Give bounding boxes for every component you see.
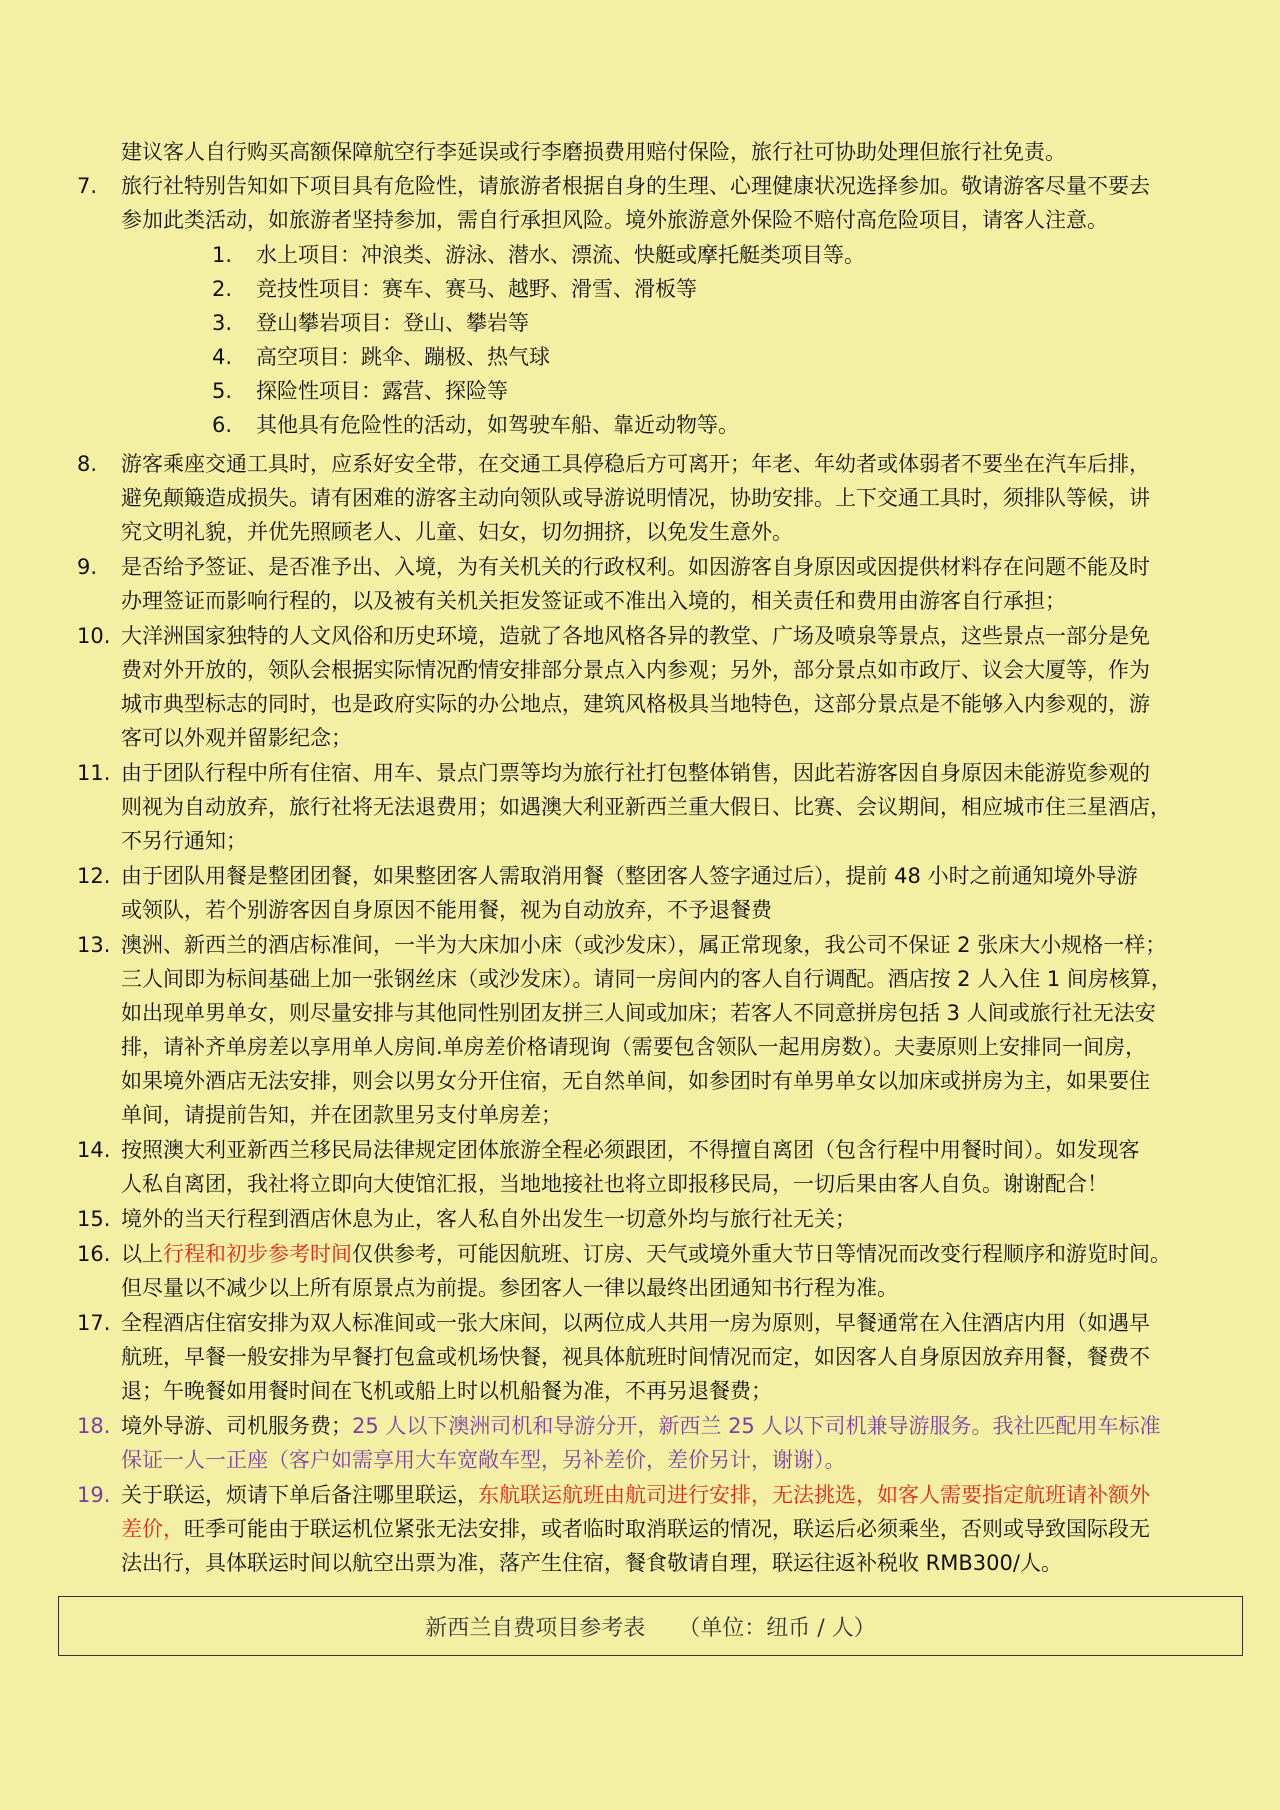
sub-item-4: 高空项目：跳伞、蹦极、热气球 [256, 345, 550, 369]
item-7-line-1: 旅行社特别告知如下项目具有危险性，请旅游者根据自身的生理、心理健康状况选择参加。敬请游客尽量不要去 [121, 174, 1150, 198]
item-19-text: 旺季可能由于联运机位紧张无法安排，或者临时取消联运的情况，联运后必须乘坐，否则或导致国际段无 [184, 1517, 1150, 1541]
item-17-line-1: 全程酒店住宿安排为双人标准间或一张大床间，以两位成人共用一房为原则，早餐通常在入住酒店内用（如遇早 [121, 1311, 1150, 1335]
item-number: 16. [77, 1242, 111, 1266]
item-19-line-3: 法出行，具体联运时间以航空出票为准，落产生住宿，餐食敬请自理，联运往返补税收 RMB300/人。 [121, 1551, 1062, 1575]
item-12-line-1: 由于团队用餐是整团团餐，如果整团客人需取消用餐（整团客人签字通过后），提前 48 小时之前通知境外导游 [121, 864, 1138, 888]
item-19-text: 关于联运，烦请下单后备注哪里联运， [121, 1483, 478, 1507]
sub-item-number: 6. [212, 413, 233, 437]
item-16-text: 以上 [121, 1242, 163, 1266]
item-number: 7. [77, 174, 98, 198]
item-10-line-4: 客可以外观并留影纪念； [121, 726, 352, 750]
sub-item-number: 2. [212, 277, 233, 301]
item-19-line-1 [121, 1478, 1150, 1512]
item-8-line-3: 究文明礼貌，并优先照顾老人、儿童、妇女，切勿拥挤，以免发生意外。 [121, 520, 793, 544]
item-10-line-2: 费对外开放的，领队会根据实际情况酌情安排部分景点入内参观；另外，部分景点如市政厅、议会大厦等，作为 [121, 658, 1150, 682]
item-10-line-1: 大洋洲国家独特的人文风俗和历史环境，造就了各地风格各异的教堂、广场及喷泉等景点，这些景点一部分是免 [121, 624, 1150, 648]
item-number: 18. [77, 1414, 111, 1438]
item-8-line-2: 避免颠簸造成损失。请有困难的游客主动向领队或导游说明情况，协助安排。上下交通工具时，须排队等候，讲 [121, 486, 1150, 510]
sub-item-3: 登山攀岩项目：登山、攀岩等 [256, 311, 529, 335]
item-number: 15. [77, 1207, 111, 1231]
item-number: 14. [77, 1138, 111, 1162]
item-13-line-1: 澳洲、新西兰的酒店标准间，一半为大床加小床（或沙发床），属正常现象，我公司不保证 2 张床大小规格一样； [121, 933, 1167, 957]
item-13-line-6: 单间，请提前告知，并在团款里另支付单房差； [121, 1103, 562, 1127]
item-12-line-2: 或领队，若个别游客因自身原因不能用餐，视为自动放弃，不予退餐费 [121, 898, 772, 922]
sub-item-2: 竞技性项目：赛车、赛马、越野、滑雪、滑板等 [256, 277, 697, 301]
item-7-line-2: 参加此类活动，如旅游者坚持参加，需自行承担风险。境外旅游意外保险不赔付高危险项目，请客人注意。 [121, 208, 1108, 232]
item-19-line-2 [121, 1512, 1150, 1546]
item-11-line-2: 则视为自动放弃，旅行社将无法退费用；如遇澳大利亚新西兰重大假日、比赛、会议期间，相应城市住三星酒店， [121, 795, 1171, 819]
item-17-line-2: 航班，早餐一般安排为早餐打包盒或机场快餐，视具体航班时间情况而定，如因客人自身原因放弃用餐，餐费不 [121, 1345, 1150, 1369]
item-16-text: 仅供参考，可能因航班、订房、天气或境外重大节日等情况而改变行程顺序和游览时间。 [352, 1242, 1171, 1266]
item-19-highlight: 东航联运航班由航司进行安排，无法挑选，如客人需要指定航班请补额外 [478, 1483, 1150, 1507]
sub-item-number: 5. [212, 379, 233, 403]
sub-item-number: 3. [212, 311, 233, 335]
item-11-line-3: 不另行通知； [121, 829, 247, 853]
sub-item-1: 水上项目：冲浪类、游泳、潜水、漂流、快艇或摩托艇类项目等。 [256, 243, 865, 267]
sub-item-5: 探险性项目：露营、探险等 [256, 379, 508, 403]
item-8-line-1: 游客乘座交通工具时，应系好安全带，在交通工具停稳后方可离开；年老、年幼者或体弱者不要坐在汽车后排， [121, 452, 1150, 476]
sub-item-number: 4. [212, 345, 233, 369]
item-number: 11. [77, 761, 111, 785]
item-19-highlight: 差价， [121, 1517, 184, 1541]
item-14-line-2: 人私自离团，我社将立即向大使馆汇报，当地地接社也将立即报移民局，一切后果由客人自负。谢谢配合！ [121, 1172, 1108, 1196]
item-13-line-3: 如出现单男单女，则尽量安排与其他同性别团友拼三人间或加床；若客人不同意拼房包括 3 人间或旅行社无法安 [121, 1001, 1156, 1025]
item-10-line-3: 城市典型标志的同时，也是政府实际的办公地点，建筑风格极具当地特色，这部分景点是不能够入内参观的，游 [121, 692, 1150, 716]
item-number: 9. [77, 555, 98, 579]
item-number: 13. [77, 933, 111, 957]
item-9-line-2: 办理签证而影响行程的，以及被有关机关拒发签证或不准出入境的，相关责任和费用由游客自行承担； [121, 589, 1066, 613]
item-18-line-2: 保证一人一正座（客户如需享用大车宽敞车型，另补差价，差价另计，谢谢）。 [121, 1448, 846, 1472]
table-caption: 新西兰自费项目参考表 （单位：纽币 / 人） [425, 1616, 876, 1641]
item-15-line-1: 境外的当天行程到酒店休息为止，客人私自外出发生一切意外均与旅行社无关； [121, 1207, 856, 1231]
item-9-line-1: 是否给予签证、是否准予出、入境，为有关机关的行政权利。如因游客自身原因或因提供材料存在问题不能及时 [121, 555, 1150, 579]
item-13-line-5: 如果境外酒店无法安排，则会以男女分开住宿，无自然单间，如参团时有单男单女以加床或拼房为主，如果要住 [121, 1069, 1150, 1093]
item-18-line-1 [121, 1409, 1160, 1443]
item-number: 12. [77, 864, 111, 888]
item-number: 19. [77, 1483, 111, 1507]
item-16-highlight: 行程和初步参考时间 [163, 1242, 352, 1266]
item-6-continuation: 建议客人自行购买高额保障航空行李延误或行李磨损费用赔付保险，旅行社可协助处理但旅行社免责。 [121, 140, 1066, 164]
item-16-line-2: 但尽量以不减少以上所有原景点为前提。参团客人一律以最终出团通知书行程为准。 [121, 1276, 898, 1300]
item-11-line-1: 由于团队行程中所有住宿、用车、景点门票等均为旅行社打包整体销售，因此若游客因自身原因未能游览参观的 [121, 761, 1150, 785]
item-number: 8. [77, 452, 98, 476]
item-17-line-3: 退；午晚餐如用餐时间在飞机或船上时以机船餐为准，不再另退餐费； [121, 1379, 772, 1403]
optional-items-table [58, 1596, 1243, 1656]
sub-item-6: 其他具有危险性的活动，如驾驶车船、靠近动物等。 [256, 413, 739, 437]
item-number: 10. [77, 624, 111, 648]
item-14-line-1: 按照澳大利亚新西兰移民局法律规定团体旅游全程必须跟团，不得擅自离团（包含行程中用餐时间）。如发现客 [121, 1138, 1140, 1162]
item-number: 17. [77, 1311, 111, 1335]
sub-item-number: 1. [212, 243, 233, 267]
item-18-highlight: 25 人以下澳洲司机和导游分开，新西兰 25 人以下司机兼导游服务。我社匹配用车标准 [352, 1414, 1161, 1438]
item-13-line-4: 排，请补齐单房差以享用单人房间.单房差价格请现询（需要包含领队一起用房数）。夫妻原则上安排同一间房， [121, 1035, 1147, 1059]
item-16-line-1 [121, 1237, 1171, 1271]
item-18-text: 境外导游、司机服务费； [121, 1414, 352, 1438]
item-13-line-2: 三人间即为标间基础上加一张钢丝床（或沙发床）。请同一房间内的客人自行调配。酒店按 2 人入住 1 间房核算， [121, 967, 1172, 991]
